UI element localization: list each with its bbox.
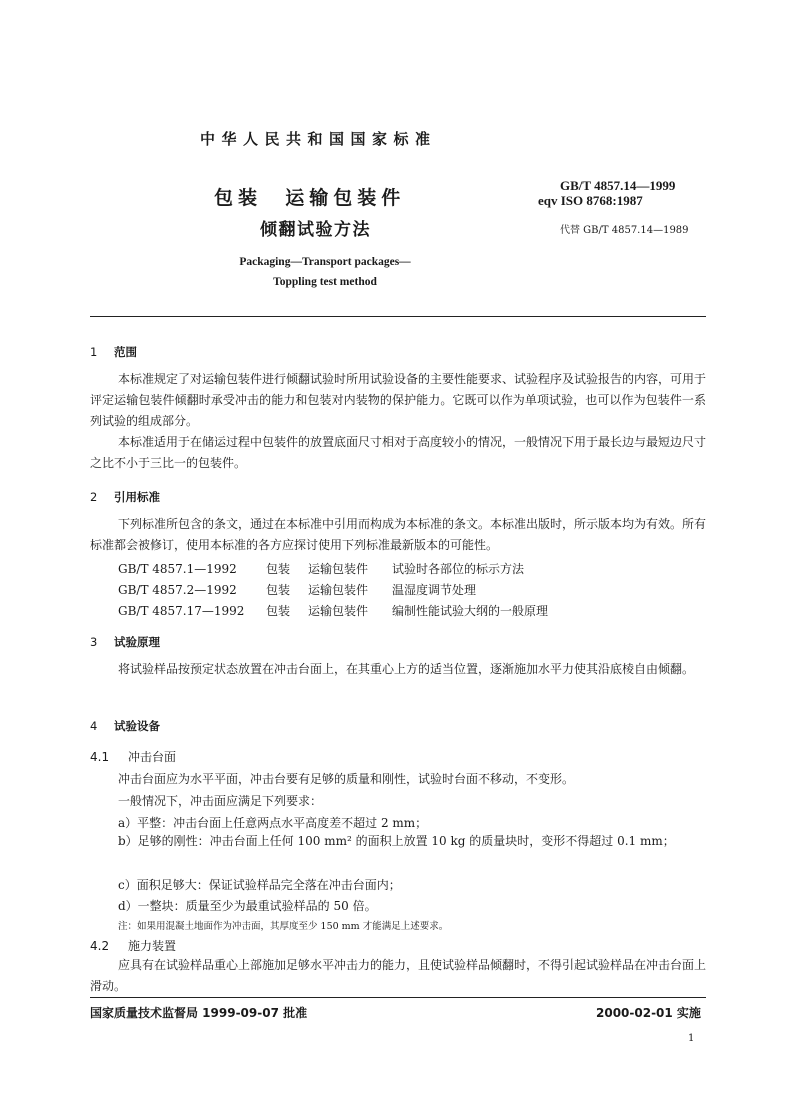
reference-name: 温湿度调节处理	[392, 583, 477, 597]
section-1-heading	[90, 344, 137, 360]
subsection-4-1-line-1: 冲击台面应为水平平面，冲击台要有足够的质量和刚性，试验时台面不移动，不变形。	[118, 772, 575, 786]
requirement-d: d）一整块：质量至少为最重试验样品的 50 倍。	[118, 899, 377, 913]
section-1-number: 1	[90, 345, 98, 359]
standard-type: 中华人民共和国国家标准	[200, 130, 437, 148]
section-1-paragraph-2: 本标准适用于在储运过程中包装件的放置底面尺寸相对于高度较小的情况，一般情况下用于最长边与最短边尺寸之比不小于三比一的包装件。	[90, 435, 707, 470]
header-divider	[90, 316, 706, 317]
replaces-standard: 代替 GB/T 4857.14—1989	[560, 225, 689, 236]
requirement-a: a）平整：冲击台面上任意两点水平高度差不超过 2 mm；	[118, 816, 428, 830]
title-cn-line2: 倾翻试验方法	[260, 220, 371, 240]
subsection-4-1-line-2: 一般情况下，冲击面应满足下列要求：	[118, 794, 323, 808]
page-number: 1	[688, 1033, 695, 1044]
requirement-c: c）面积足够大：保证试验样品完全落在冲击台面内；	[118, 878, 401, 892]
equivalent-standard: eqv ISO 8768:1987	[538, 193, 643, 208]
section-1-paragraph-1: 本标准规定了对运输包装件进行倾翻试验时所用试验设备的主要性能要求、试验程序及试验报告的内容，可用于评定运输包装件倾翻时承受冲击的能力和包装对内装物的保护能力。它既可以作为单项试验，也可以作为包装件一系列试验的组成部分。	[90, 372, 707, 428]
subsection-4-2-title: 施力装置	[128, 939, 177, 953]
section-3-paragraph-1: 将试验样品按预定状态放置在冲击台面上，在其重心上方的适当位置，逐渐施加水平力使其沿底棱自由倾翻。	[118, 662, 695, 676]
subsection-4-2-heading	[90, 937, 176, 954]
section-4-number: 4	[90, 719, 98, 733]
reference-subcategory: 运输包装件	[308, 604, 369, 618]
implementation-date: 2000-02-01 实施	[596, 1006, 701, 1020]
section-3-title: 试验原理	[114, 635, 160, 649]
subsection-4-2-paragraph: 应具有在试验样品重心上部施加足够水平冲击力的能力，且使试验样品倾翻时，不得引起试验样品在冲击台面上滑动。	[90, 958, 707, 993]
title-en-line1: Packaging—Transport packages—	[239, 256, 411, 268]
reference-category: 包装	[266, 604, 291, 618]
title-en-line2: Toppling test method	[273, 276, 377, 288]
reference-subcategory: 运输包装件	[308, 583, 369, 597]
section-3-number: 3	[90, 635, 98, 649]
reference-name: 编制性能试验大纲的一般原理	[392, 604, 549, 618]
section-2-heading	[90, 489, 160, 505]
subsection-4-1-heading	[90, 748, 176, 765]
reference-code: GB/T 4857.1—1992	[118, 562, 237, 576]
requirement-b: b）足够的刚性：冲击台面上任何 100 mm² 的面积上放置 10 kg 的质量块时，变形不得超过 0.1 mm；	[118, 834, 675, 848]
footer-divider	[90, 997, 706, 998]
reference-item	[118, 560, 524, 577]
subsection-4-1-number: 4.1	[90, 750, 110, 764]
note: 注：如果用混凝土地面作为冲击面，其厚度至少 150 mm 才能满足上述要求。	[118, 921, 449, 932]
reference-code: GB/T 4857.17—1992	[118, 604, 245, 618]
section-3-heading	[90, 634, 160, 650]
standard-code: GB/T 4857.14—1999	[560, 178, 676, 193]
reference-category: 包装	[266, 562, 291, 576]
reference-subcategory: 运输包装件	[308, 562, 369, 576]
section-2-title: 引用标准	[114, 490, 160, 504]
title-cn-line1: 包装 运输包装件	[214, 187, 406, 209]
reference-name: 试验时各部位的标示方法	[392, 562, 525, 576]
section-4-heading	[90, 718, 160, 734]
reference-item	[118, 581, 476, 598]
reference-code: GB/T 4857.2—1992	[118, 583, 237, 597]
section-2-number: 2	[90, 490, 98, 504]
approval-date: 国家质量技术监督局 1999-09-07 批准	[90, 1006, 308, 1020]
section-2-paragraph-1: 下列标准所包含的条文，通过在本标准中引用而构成为本标准的条文。本标准出版时，所示版本均为有效。所有标准都会被修订，使用本标准的各方应探讨使用下列标准最新版本的可能性。	[90, 517, 707, 552]
section-1-title: 范围	[114, 345, 137, 359]
subsection-4-2-number: 4.2	[90, 939, 110, 953]
section-4-title: 试验设备	[114, 719, 160, 733]
subsection-4-1-title: 冲击台面	[128, 750, 177, 764]
reference-item	[118, 602, 548, 619]
reference-category: 包装	[266, 583, 291, 597]
